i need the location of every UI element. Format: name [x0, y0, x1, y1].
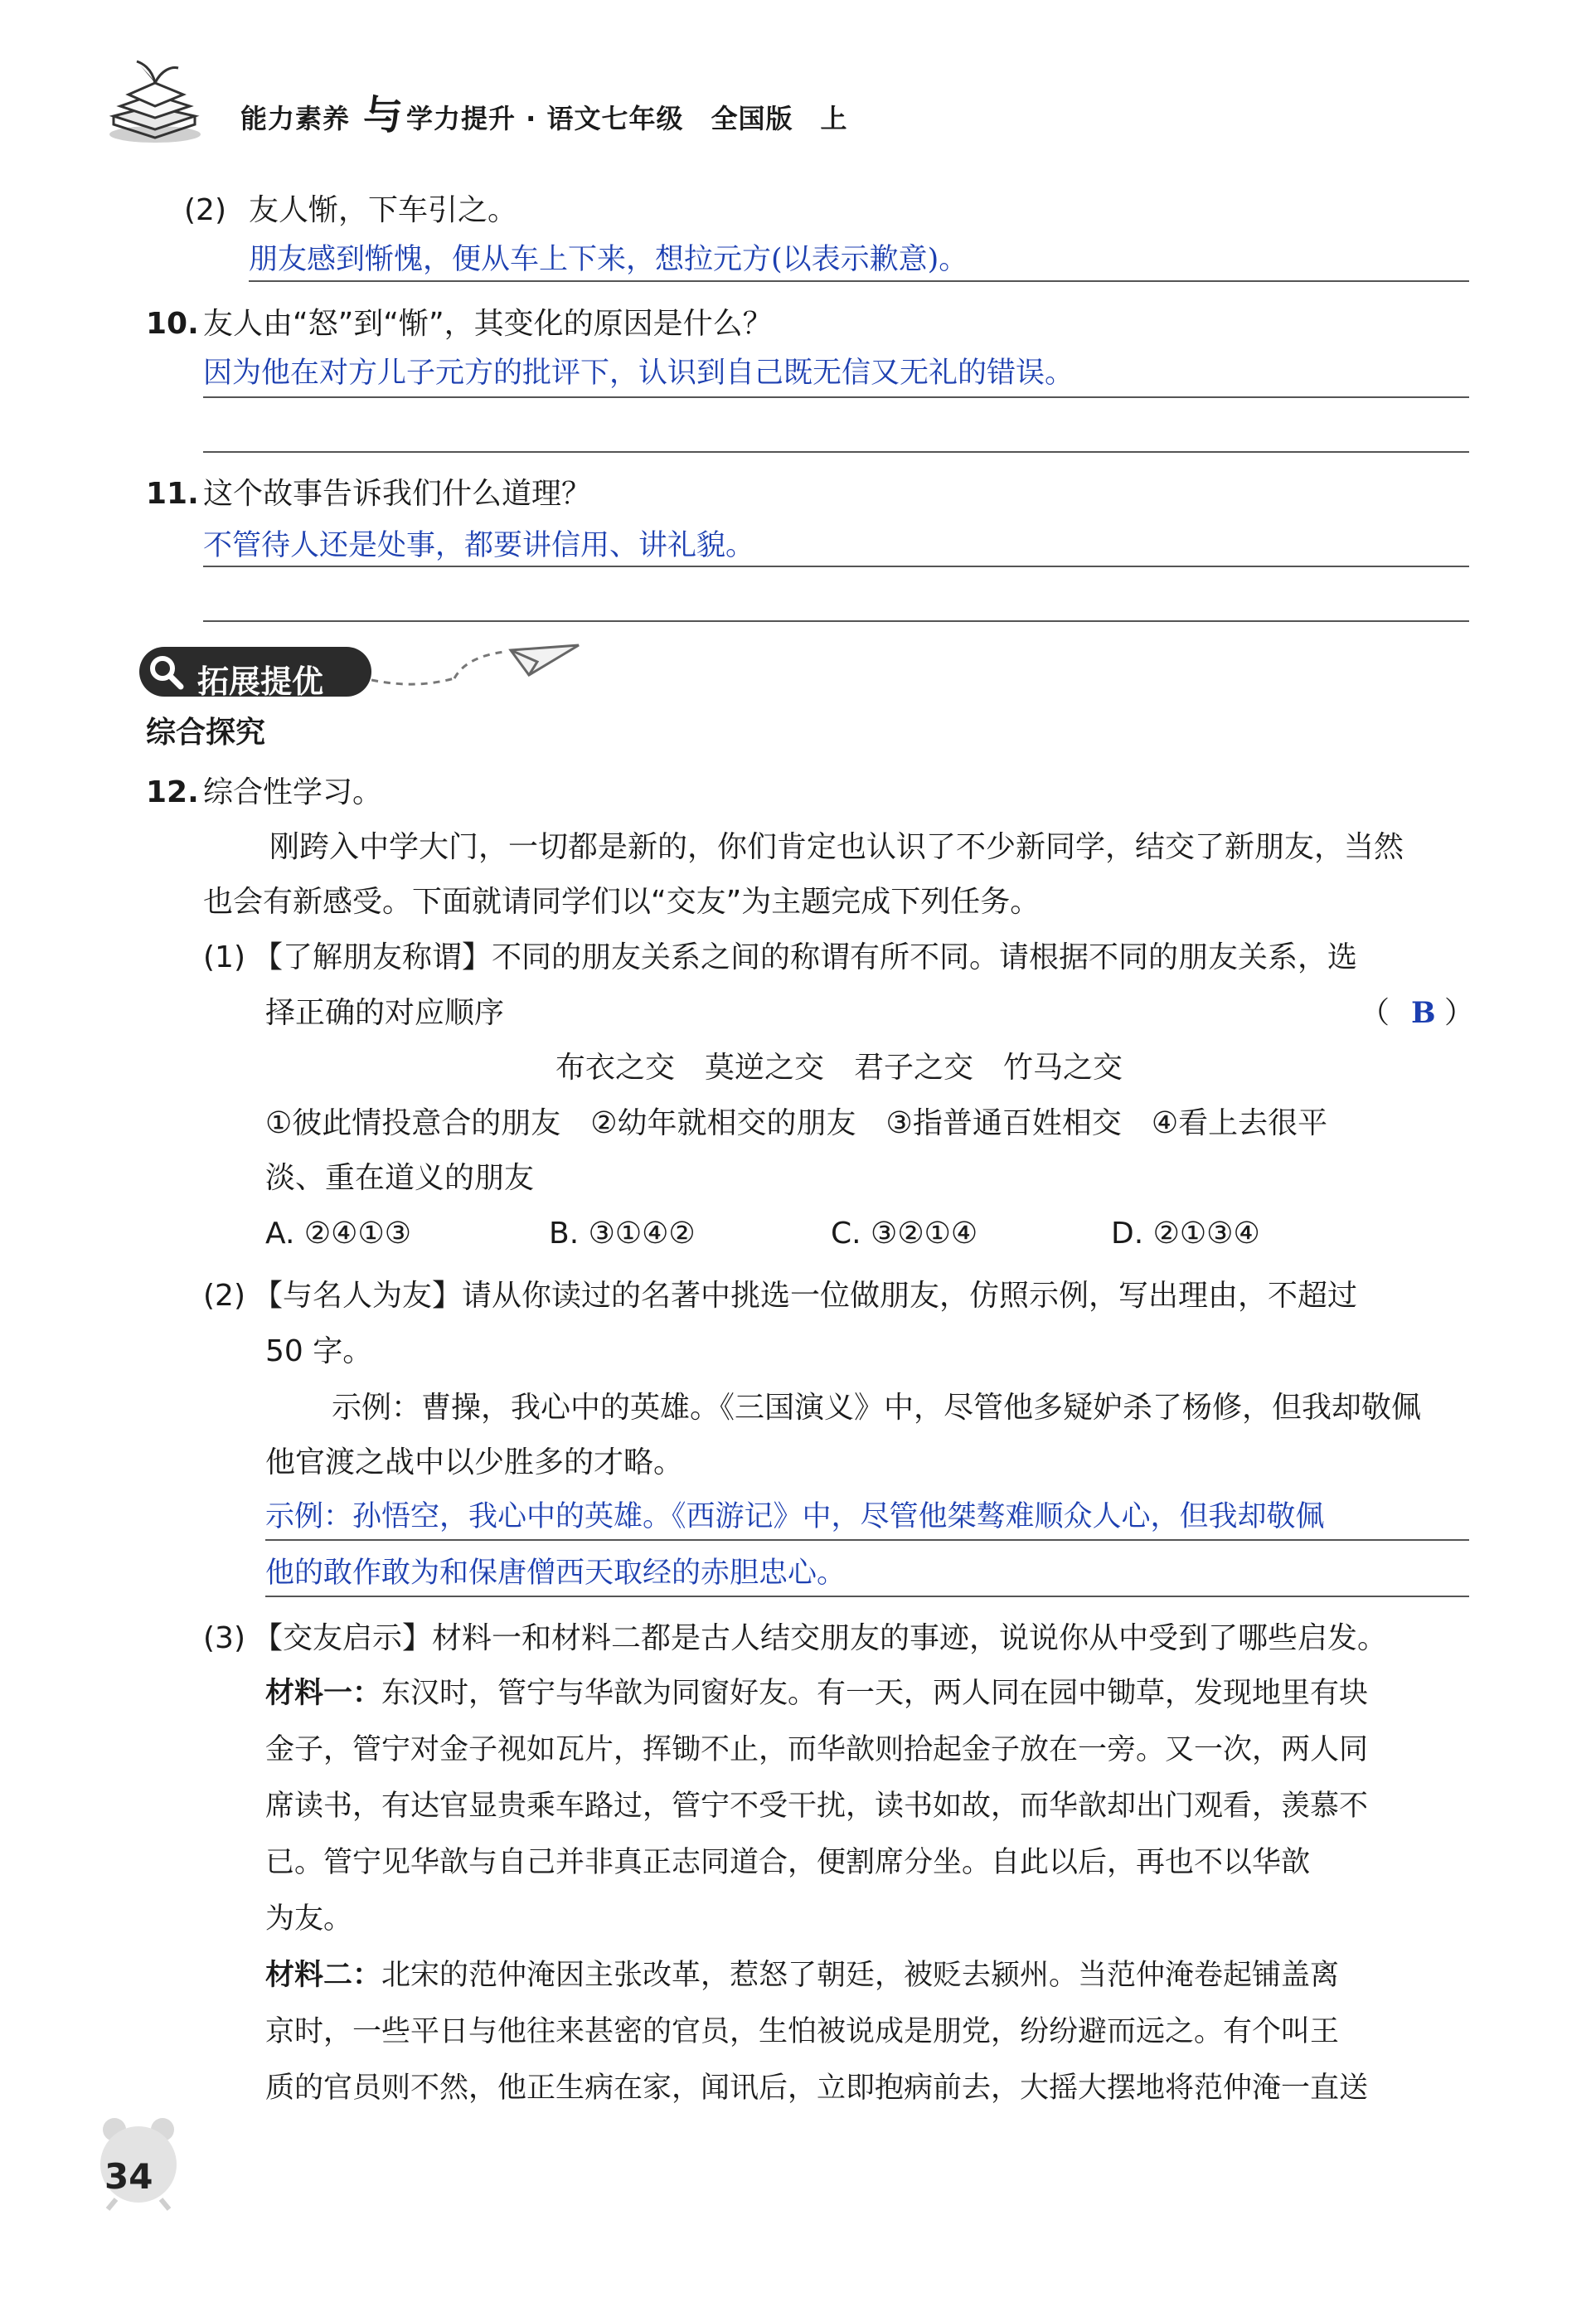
section-badge-label: 拓展提优	[197, 663, 324, 700]
q9-item2-label: (2)	[184, 193, 226, 227]
material2-label: 材料二：	[265, 1959, 382, 1992]
header-title-part1: 能力素养	[240, 103, 351, 134]
answer-line	[249, 280, 1469, 282]
q12-part2-example-line2: 他官渡之战中以少胜多的才略。	[265, 1445, 684, 1479]
header-title-part2: 学力提升 · 语文七年级 全国版 上	[406, 103, 848, 134]
q12-part1-label: (1)	[203, 940, 245, 974]
answer-line	[265, 1539, 1469, 1541]
material1-line1: 材料一：东汉时，管宁与华歆为同窗好友。有一天，两人同在园中锄草，发现地里有块	[265, 1677, 1369, 1710]
q12-part3-label: (3)	[203, 1621, 245, 1655]
q12-part2-answer-line2: 他的敢作敢为和保唐僧西天取经的赤胆忠心。	[265, 1557, 847, 1590]
q12-part1-line2: 择正确的对应顺序	[265, 996, 505, 1030]
material1-line2: 金子，管宁对金子视如瓦片，挥锄不止，而华歆则拾起金子放在一旁。又一次，两人同	[265, 1733, 1369, 1766]
page-number: 34	[104, 2156, 153, 2197]
answer-line	[203, 620, 1469, 622]
q12-title: 综合性学习。	[203, 775, 383, 809]
q12-part1-answer: B	[1411, 996, 1436, 1030]
q10-answer: 因为他在对方儿子元方的批评下，认识到自己既无信又无礼的错误。	[203, 357, 1075, 390]
answer-line	[203, 396, 1469, 398]
q12-part2-answer-line1: 示例：孙悟空，我心中的英雄。《西游记》中，尽管他桀骜难顺众人心，但我却敬佩	[265, 1500, 1325, 1533]
q9-item2-answer: 朋友感到惭愧，便从车上下来，想拉元方(以表示歉意)。	[249, 243, 968, 276]
q9-item2-text: 友人惭，下车引之。	[249, 193, 518, 227]
choice-a: A. ②④①③	[265, 1217, 411, 1251]
material1-label: 材料一：	[265, 1677, 382, 1710]
answer-paren-open: （	[1360, 996, 1390, 1030]
q12-part2-label: (2)	[203, 1279, 245, 1313]
q10-question: 友人由“怒”到“惭”，其变化的原因是什么？	[203, 307, 773, 341]
material1-line3: 席读书，有达官显贵乘车路过，管宁不受干扰，读书如故，而华歆却出门观看，羡慕不	[265, 1790, 1369, 1823]
q10-number: 10.	[146, 307, 199, 341]
answer-line	[203, 566, 1469, 567]
header-title-conj: 与	[363, 92, 404, 138]
material2-line3: 质的官员则不然，他正生病在家，闻讯后，立即抱病前去，大摇大摆地将范仲淹一直送	[265, 2072, 1369, 2105]
q11-answer: 不管待人还是处事，都要讲信用、讲礼貌。	[203, 529, 755, 562]
answer-line	[203, 451, 1469, 453]
material1-line4: 已。管宁见华歆与自己并非真正志同道合，便割席分坐。自此以后，再也不以华歆	[265, 1846, 1311, 1879]
q11-number: 11.	[146, 477, 199, 511]
q12-part2-example-line1: 示例：曹操，我心中的英雄。《三国演义》中，尽管他多疑妒杀了杨修，但我却敬佩	[332, 1391, 1422, 1425]
answer-paren-close: ）	[1444, 996, 1475, 1030]
q12-part2-line1: 【与名人为友】请从你读过的名著中挑选一位做朋友，仿照示例，写出理由，不超过	[253, 1279, 1358, 1313]
q12-intro-line2: 也会有新感受。下面就请同学们以“交友”为主题完成下列任务。	[203, 885, 1041, 919]
choice-c: C. ③②①④	[831, 1217, 978, 1251]
material1-line5: 为友。	[265, 1902, 353, 1936]
material2-line1: 材料二：北宋的范仲淹因主张改革，惹怒了朝廷，被贬去颍州。当范仲淹卷起铺盖离	[265, 1959, 1340, 1992]
q12-part1-options-line2: 淡、重在道义的朋友	[265, 1161, 535, 1195]
q11-question: 这个故事告诉我们什么道理？	[203, 477, 592, 511]
q12-part3-line1: 【交友启示】材料一和材料二都是古人结交朋友的事迹，说说你从中受到了哪些启发。	[253, 1621, 1388, 1655]
q12-part2-line2: 50 字。	[265, 1334, 373, 1368]
q12-number: 12.	[146, 775, 199, 809]
section-subtitle: 综合探究	[146, 716, 266, 750]
q12-part1-options-line1: ①彼此情投意合的朋友 ②幼年就相交的朋友 ③指普通百姓相交 ④看上去很平	[265, 1106, 1328, 1140]
material2-line2: 京时，一些平日与他往来甚密的官员，生怕被说成是朋党，纷纷避而远之。有个叫王	[265, 2015, 1340, 2048]
paper-plane-icon	[371, 639, 587, 697]
magnifier-icon	[148, 653, 186, 692]
q12-part1-line1: 【了解朋友称谓】不同的朋友关系之间的称谓有所不同。请根据不同的朋友关系，选	[253, 940, 1358, 974]
answer-line	[265, 1596, 1469, 1597]
q12-part1-terms: 布衣之交 莫逆之交 君子之交 竹马之交	[555, 1051, 1123, 1085]
q12-intro-line1: 刚跨入中学大门，一切都是新的，你们肯定也认识了不少新同学，结交了新朋友，当然	[269, 830, 1404, 864]
choice-b: B. ③①④②	[549, 1217, 696, 1251]
choice-d: D. ②①③④	[1111, 1217, 1260, 1251]
books-logo-icon	[104, 58, 203, 149]
